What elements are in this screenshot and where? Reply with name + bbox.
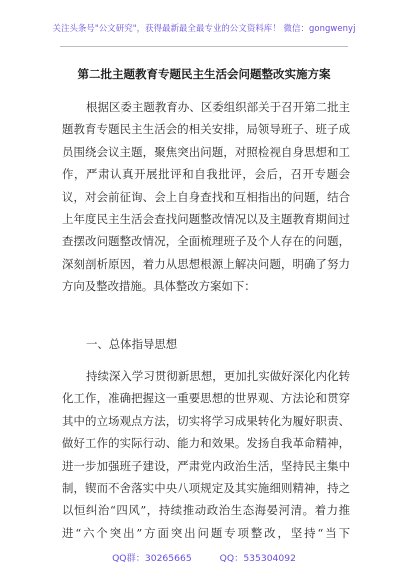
paragraph-intro: 根据区委主题教育办、区委组织部关于召开第二批主题教育专题民主生活会的相关安排，局领导班子、班子成员围绕会议主题，聚焦突出问题，对照检视自身思想和工作，严肃认真开展批评和自我批评，会后，召开专题会议，对会前征询、会上自身查找和互相指出的问题，结合上年度民主生活会查找问题整改情况以及主题教育期间过查摆改问题整改情况，全面梳理班子及个人存在的问题，深刻剖析原因，着力从思想根源上解决问题，明确了努力方向及整改措施。具体整改方案如下： (62, 100, 350, 294)
header-notice: 关注头条号"公文研究"，获得最新最全最专业的公文资料库！ 微信：gongwenyj (52, 23, 356, 33)
footer-contact (0, 550, 408, 564)
header-divider (60, 46, 348, 47)
paragraph-guiding-thought: 持续深入学习贯彻新思想，更加扎实做好深化内化转化工作，准确把握这一重要思想的世界观、方法论和贯穿其中的立场观点方法，切实将学习成果转化为履好职责、做好工作的实际行动、能力和效果。发扬自我革命精神，进一步加强班子建设，严肃党内政治生活，坚持民主集中制，锲而不舍落实中央八项规定及其实施细则精神，持之以恒纠治“四风”，持续推动政治生态海晏河清。着力推进“六个突出”方面突出问题专项整改，坚持“当下 (62, 369, 350, 540)
footer-qq-number: QQ：535304092 (219, 553, 296, 564)
section-heading-guiding-thought: 一、总体指导思想 (86, 337, 178, 351)
footer-qq-group: QQ群：30265665 (112, 553, 192, 564)
document-title: 第二批主题教育专题民主生活会问题整改实施方案 (77, 67, 331, 81)
